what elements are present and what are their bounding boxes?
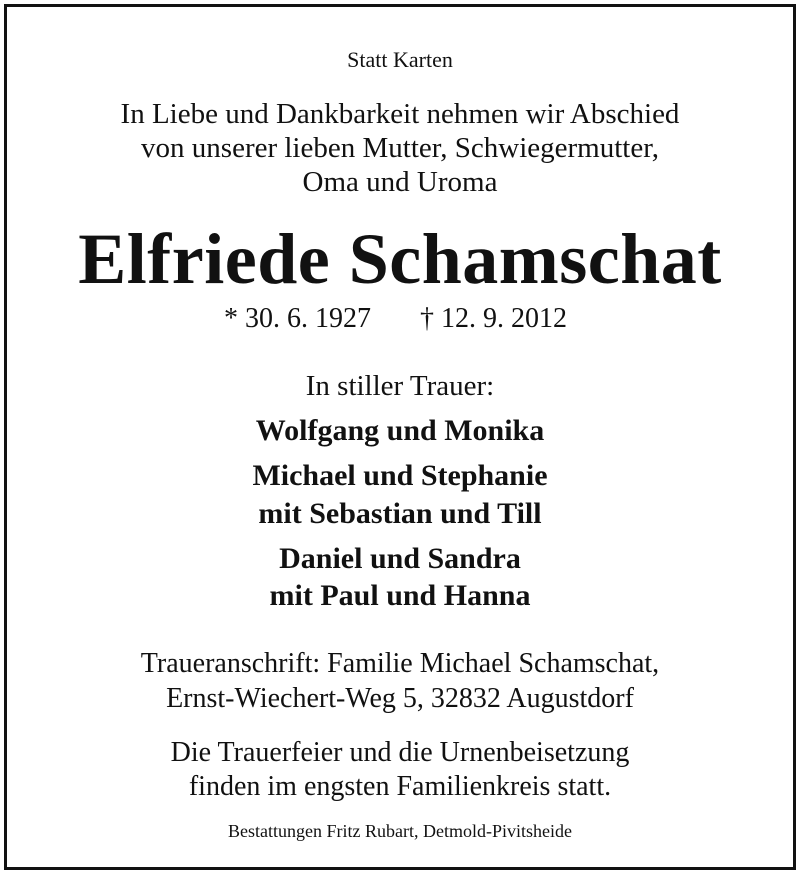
header-statt-karten: Statt Karten xyxy=(347,47,453,72)
mourner-line-5: mit Paul und Hanna xyxy=(269,579,531,612)
address-line-1: Traueranschrift: Familie Michael Schamschat, xyxy=(140,648,660,679)
intro-line-1: In Liebe und Dankbarkeit nehmen wir Abschied xyxy=(120,98,680,130)
mourner-line-1: Wolfgang und Monika xyxy=(255,414,545,447)
mourner-line-2: Michael und Stephanie xyxy=(252,459,548,492)
intro-line-3: Oma und Uroma xyxy=(302,166,498,198)
death-date: † 12. 9. 2012 xyxy=(420,303,567,334)
intro-line-2: von unserer lieben Mutter, Schwiegermutter, xyxy=(141,132,659,164)
address-line-2: Ernst-Wiechert-Weg 5, 32832 Augustdorf xyxy=(166,683,634,714)
mourner-line-4: Daniel und Sandra xyxy=(279,542,521,575)
deceased-name: Elfriede Schamschat xyxy=(78,219,722,299)
mourner-line-3: mit Sebastian und Till xyxy=(258,497,542,530)
ceremony-line-1: Die Trauerfeier und die Urnenbeisetzung xyxy=(170,737,630,768)
birth-date: * 30. 6. 1927 xyxy=(224,303,371,334)
funeral-home: Bestattungen Fritz Rubart, Detmold-Pivitsheide xyxy=(228,821,572,841)
ceremony-line-2: finden im engsten Familienkreis statt. xyxy=(188,771,612,802)
mourning-label: In stiller Trauer: xyxy=(305,370,495,402)
